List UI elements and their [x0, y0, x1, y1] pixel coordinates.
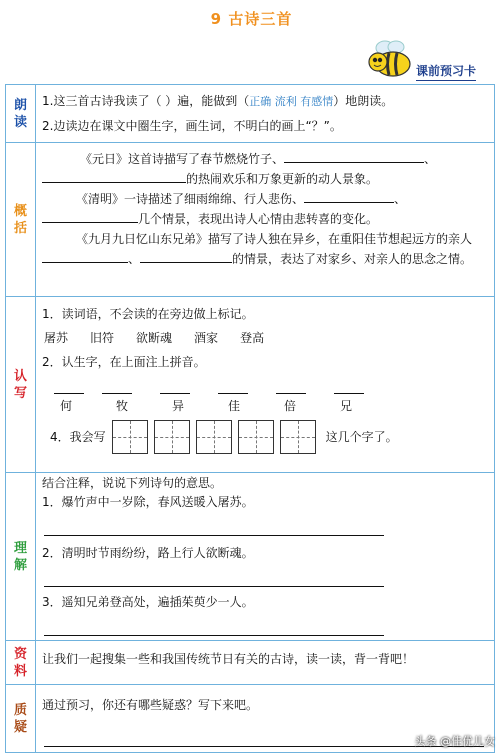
page-title: 9 古诗三首: [210, 10, 293, 28]
answer-line[interactable]: [44, 569, 384, 587]
read-content: [36, 85, 495, 143]
understand-intro: 结合注释，说说下列诗句的意思。: [42, 476, 223, 490]
pinyin-blanks: [42, 374, 488, 394]
word-item: 酒家: [194, 331, 219, 345]
watermark: 头条 @佳优儿女: [414, 735, 495, 748]
char-item: 异: [172, 399, 185, 413]
label-understand: 理 解: [6, 473, 36, 641]
material-content: 让我们一起搜集一些和我国传统节日有关的古诗，读一读，背一背吧！: [36, 641, 495, 685]
recognize-q1: 1．读词语，不会读的在旁边做上标记。: [42, 307, 254, 321]
label-read: 朗 读: [6, 85, 36, 143]
writing-box[interactable]: [154, 420, 190, 454]
char-item: 兄: [340, 399, 353, 413]
char-item: 何: [60, 399, 73, 413]
summary-p1: 《元日》这首诗描写了春节燃烧竹子、 、的热闹欢乐和万象更新的动人景象。: [42, 149, 488, 189]
label-material: 资 料: [6, 641, 36, 685]
summary-p3: 《九月九日忆山东兄弟》描写了诗人独在异乡，在重阳佳节想起远方的亲人、 的情景，表达了对家乡、对亲人的思念之情。: [42, 229, 488, 269]
understand-content: [36, 473, 495, 641]
recognize-q2: 2．认生字，在上面注上拼音。: [42, 355, 206, 369]
read-q1: 1.这三首古诗我读了（ ）遍，能做到（正确 流利 有感情）地朗读。: [42, 94, 394, 108]
row-understand: [6, 473, 495, 641]
understand-line-2: 2．清明时节雨纷纷，路上行人欲断魂。: [42, 546, 254, 560]
answer-line[interactable]: [44, 518, 384, 536]
bee-icon: [365, 38, 417, 80]
answer-line[interactable]: [44, 618, 384, 636]
row-summary: [6, 143, 495, 297]
label-recognize: 认 写: [6, 297, 36, 473]
read-q2: 2.边读边在课文中圈生字，画生词，不明白的画上“？”。: [42, 119, 342, 133]
row-material: [6, 641, 495, 685]
row-recognize: [6, 297, 495, 473]
summary-content: [36, 143, 495, 297]
read-modes: 正确 流利 有感情: [249, 95, 334, 108]
label-question: 质 疑: [6, 685, 36, 753]
char-list: [42, 394, 488, 418]
char-item: 佳: [228, 399, 241, 413]
card-label: 课前预习卡: [416, 62, 476, 81]
writing-box[interactable]: [112, 420, 148, 454]
summary-p2: 《清明》一诗描述了细雨绵绵、行人悲伤、 、几个情景，表现出诗人心情由悲转喜的变化。: [42, 189, 488, 229]
writing-box[interactable]: [196, 420, 232, 454]
word-item: 旧符: [90, 331, 115, 345]
writing-box[interactable]: [280, 420, 316, 454]
question-text: 通过预习，你还有哪些疑惑？写下来吧。: [42, 698, 259, 712]
label-summary: 概 括: [6, 143, 36, 297]
word-item: 屠苏: [44, 331, 69, 345]
char-item: 倍: [284, 399, 297, 413]
word-list: [42, 326, 488, 350]
word-item: 欲断魂: [136, 331, 173, 345]
row-read: [6, 85, 495, 143]
word-item: 登高: [240, 331, 265, 345]
preview-table: [5, 84, 495, 753]
understand-line-3: 3．遥知兄弟登高处，遍插茱萸少一人。: [42, 595, 254, 609]
writing-box[interactable]: [238, 420, 274, 454]
writing-grid: 4．我会写 这几个字了。: [42, 418, 488, 456]
understand-line-1: 1．爆竹声中一岁除，春风送暖入屠苏。: [42, 495, 254, 509]
recognize-content: [36, 297, 495, 473]
char-item: 牧: [116, 399, 129, 413]
